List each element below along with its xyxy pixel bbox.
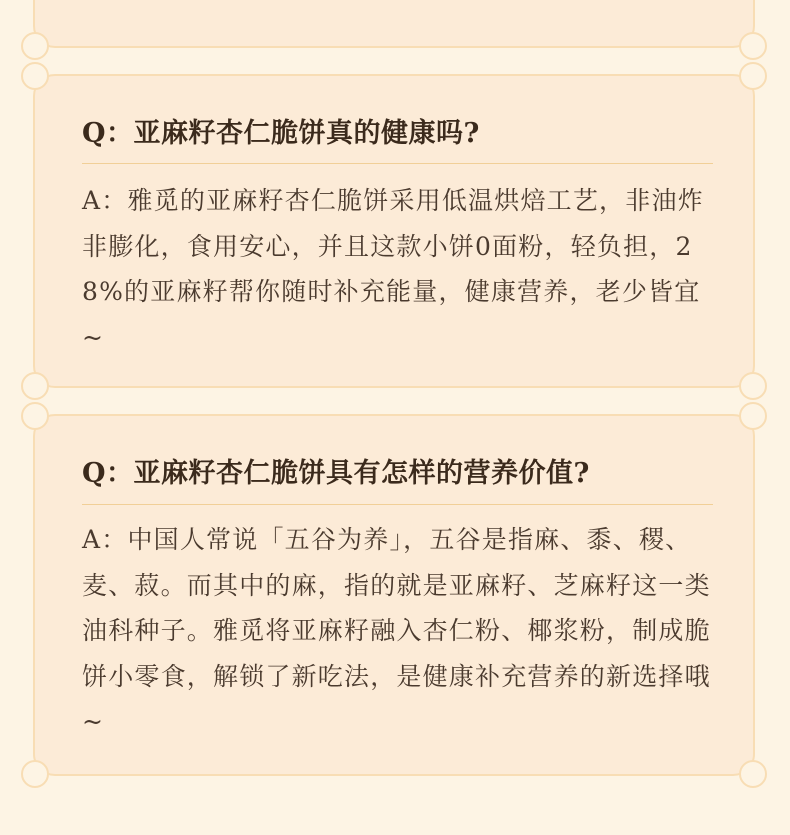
card-corner-decoration: [739, 62, 767, 90]
card-corner-decoration: [739, 402, 767, 430]
faq-answer: A：雅觅的亚麻籽杏仁脆饼采用低温烘焙工艺，非油炸非膨化，食用安心，并且这款小饼0面粉，轻负担，28%的亚麻籽帮你随时补充能量，健康营养，老少皆宜~: [82, 186, 704, 352]
faq-card-previous: [33, 0, 755, 48]
faq-card-1: [33, 74, 755, 388]
faq-answer: A：中国人常说「五谷为养」，五谷是指麻、黍、稷、麦、菽。而其中的麻，指的就是亚麻籽、芝麻籽这一类油科种子。雅觅将亚麻籽融入杏仁粉、椰浆粉，制成脆饼小零食，解锁了新吃法，是健康补充营养的新选择哦~: [82, 525, 711, 736]
card-corner-decoration: [739, 32, 767, 60]
faq-divider: [82, 504, 713, 505]
faq-question: Q：亚麻籽杏仁脆饼具有怎样的营养价值?: [82, 458, 590, 489]
card-corner-decoration: [21, 32, 49, 60]
faq-divider: [82, 163, 713, 164]
card-corner-decoration: [739, 760, 767, 788]
card-corner-decoration: [21, 372, 49, 400]
card-corner-decoration: [21, 62, 49, 90]
faq-card-2: [33, 414, 755, 776]
card-corner-decoration: [21, 760, 49, 788]
card-corner-decoration: [21, 402, 49, 430]
faq-question: Q：亚麻籽杏仁脆饼真的健康吗?: [82, 118, 480, 149]
card-corner-decoration: [739, 372, 767, 400]
